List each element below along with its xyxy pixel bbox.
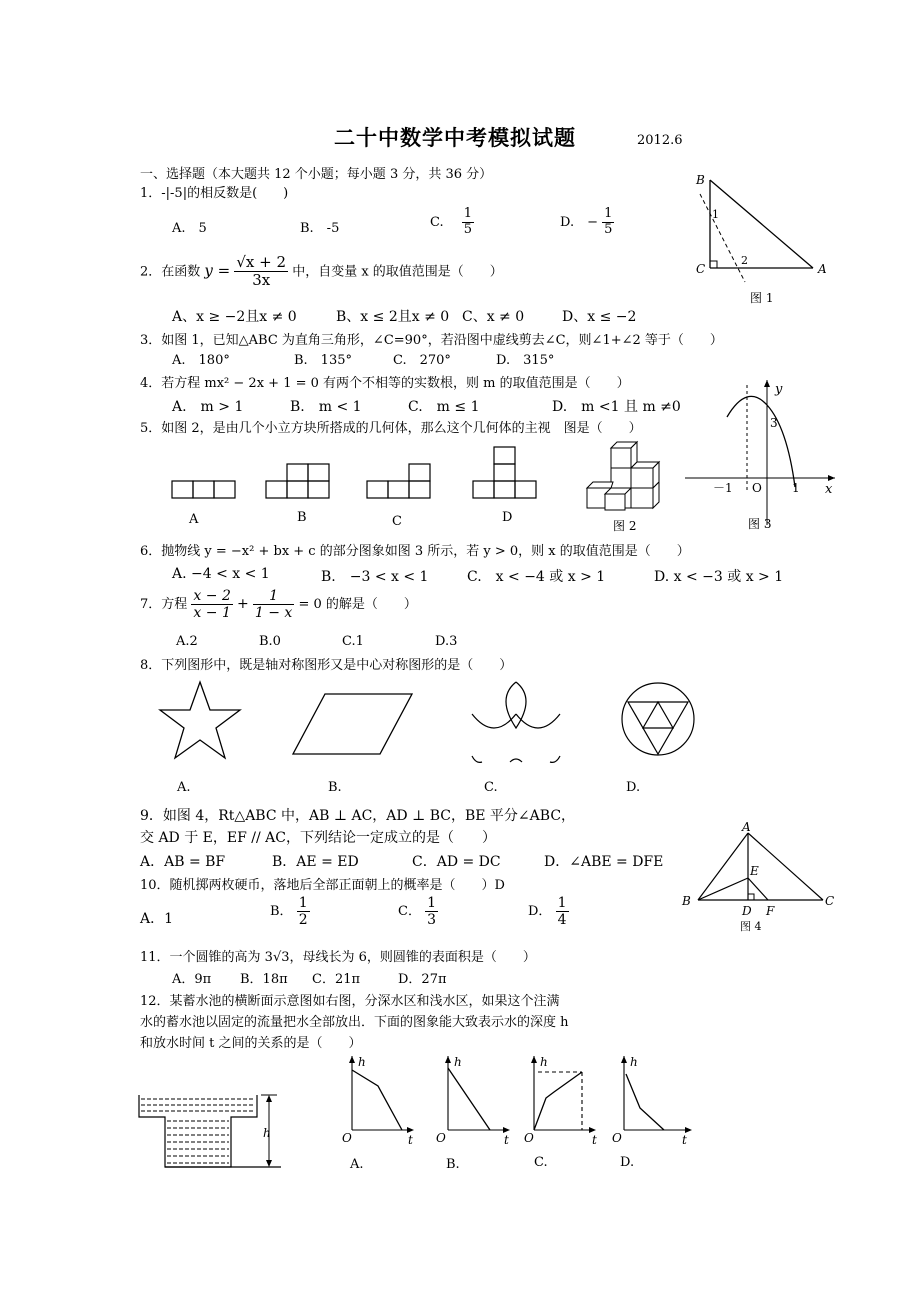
fig4-label-b: B xyxy=(682,894,691,908)
q2-option-d: D、x ≤ −2 xyxy=(562,309,637,325)
fig4-segment-ef xyxy=(748,878,768,900)
q10-option-b xyxy=(270,895,310,928)
q3-option-d: D. 315° xyxy=(496,353,555,368)
q8-label-c: C. xyxy=(484,780,498,795)
q12-c-h: h xyxy=(540,1055,548,1069)
fig1-label-a: A xyxy=(818,262,827,276)
q10-option-c xyxy=(398,895,438,928)
q12-c-t: t xyxy=(592,1133,597,1147)
fig2-caption: 图 2 xyxy=(613,519,637,533)
q8-label-d: D. xyxy=(626,780,641,795)
q1-option-a: A. 5 xyxy=(172,221,207,236)
q12-c-label: C. xyxy=(534,1155,548,1170)
q7-post: = 0 的解是（ ） xyxy=(298,597,417,613)
q12-pool-diagram xyxy=(135,1085,285,1175)
figure-2-cubes xyxy=(585,440,665,535)
fig4-label-a: A xyxy=(742,820,751,834)
fig4-label-d: D xyxy=(742,904,752,918)
fig1-angle-1: 1 xyxy=(712,208,719,221)
q10-c-frac xyxy=(425,895,438,928)
fig1-side-ab xyxy=(710,180,813,268)
q12-d-label: D. xyxy=(620,1155,635,1170)
fig4-label-c: C xyxy=(825,894,835,908)
q7-f2-num: 1 xyxy=(253,588,294,605)
q6-option-c: C. x < −4 或 x > 1 xyxy=(467,569,606,585)
q7-option-c: C.1 xyxy=(342,634,364,649)
q6-option-d: D. x < −3 或 x > 1 xyxy=(654,569,784,585)
q12-line1: 12．某蓄水池的横断面示意图如右图，分深水区和浅水区，如果这个注满 xyxy=(140,994,560,1009)
figure-4-triangle xyxy=(680,820,840,938)
fig3-y-arrow xyxy=(764,380,770,387)
q8-stem: 8．下列图形中，既是轴对称图形又是中心对称图形的是（ ） xyxy=(140,658,513,673)
q5-stem: 5．如图 2，是由几个小立方块所搭成的几何体，那么这个几何体的主视 图是（ ） xyxy=(140,421,642,436)
q12-graph-options xyxy=(330,1050,710,1175)
q1-option-b: B. -5 xyxy=(300,221,340,236)
q10-option-d xyxy=(528,895,569,928)
pool-label-h: h xyxy=(263,1126,271,1140)
q10-b-label: B． xyxy=(270,904,293,920)
q10-option-a: A．1 xyxy=(140,911,174,927)
q2-option-b: B、x ≤ 2且x ≠ 0 xyxy=(336,309,450,325)
q5-view-c xyxy=(367,464,430,498)
q7-plus: + xyxy=(237,596,249,613)
q8-star xyxy=(160,682,240,758)
q1-option-d-label: D. − xyxy=(560,214,598,230)
q10-c-den: 3 xyxy=(427,912,437,929)
fig4-label-f: F xyxy=(766,904,775,918)
q1-option-c xyxy=(430,207,474,238)
fig3-caption: 图 3 xyxy=(748,517,772,531)
q11-stem: 11．一个圆锥的高为 3√3，母线长为 6，则圆锥的表面积是（ ） xyxy=(140,950,536,965)
q3-option-a: A. 180° xyxy=(172,353,230,368)
q10-d-num: 1 xyxy=(557,895,567,911)
q2-frac xyxy=(234,254,288,290)
q5-view-b xyxy=(266,464,329,498)
q4-option-b: B. m < 1 xyxy=(290,399,362,415)
exam-date: 2012.6 xyxy=(637,133,683,148)
q10-d-den: 4 xyxy=(557,912,567,929)
section-heading: 一、选择题（本大题共 12 个小题；每小题 3 分，共 36 分） xyxy=(140,167,493,182)
q2-pre: 2．在函数 xyxy=(140,264,201,280)
q10-b-den: 2 xyxy=(298,912,308,929)
q5-label-d: D xyxy=(502,510,513,525)
fig1-right-angle xyxy=(710,261,717,268)
fig4-label-e: E xyxy=(750,864,759,878)
q7-f1-num: x − 2 xyxy=(193,588,231,604)
q12-a-label: A. xyxy=(350,1157,364,1172)
q12-b-label: B. xyxy=(446,1157,460,1172)
q10-d-label: D． xyxy=(528,904,552,920)
q9-line1: 9．如图 4，Rt△ABC 中，AB ⊥ AC，AD ⊥ BC，BE 平分∠ABC， xyxy=(140,808,576,824)
q7-f1-den: x − 1 xyxy=(193,605,231,622)
q1-option-d xyxy=(560,207,614,238)
q10-b-num: 1 xyxy=(298,895,308,911)
q4-option-d: D. m <1 且 m ≠0 xyxy=(552,399,681,415)
q2-stem xyxy=(140,254,503,290)
q1-d-den: 5 xyxy=(604,221,613,237)
q8-shape-options xyxy=(150,672,710,797)
fig3-label-1: 1 xyxy=(792,481,800,495)
q12-a-h: h xyxy=(358,1055,366,1069)
q7-option-a: A.2 xyxy=(176,634,198,649)
q10-b-frac xyxy=(297,895,310,928)
q1-c-num: 1 xyxy=(463,206,473,221)
q11-option-b: B．18π xyxy=(240,972,288,987)
q8-arcs xyxy=(472,682,560,762)
q2-num: √x + 2 xyxy=(236,253,287,271)
q12-b-t: t xyxy=(504,1133,509,1147)
fig4-caption: 图 4 xyxy=(740,920,762,933)
q1-option-d-frac xyxy=(602,207,614,238)
q7-option-d: D.3 xyxy=(435,634,458,649)
fig1-caption: 图 1 xyxy=(750,291,774,305)
figure-1-triangle xyxy=(690,170,840,310)
q4-option-a: A. m > 1 xyxy=(172,399,244,415)
q9-option-c: C．AD = DC xyxy=(412,854,501,870)
fig1-label-b: B xyxy=(696,173,705,187)
fig1-angle-2: 2 xyxy=(741,254,748,267)
q8-parallelogram xyxy=(293,694,412,754)
q1-c-den: 5 xyxy=(463,221,473,237)
fig3-label-neg1: －1 xyxy=(713,481,733,495)
q1-d-num: 1 xyxy=(604,206,613,221)
q1-stem: 1．-|-5|的相反数是( ) xyxy=(140,186,289,201)
q6-stem: 6．抛物线 y = −x² + bx + c 的部分图象如图 3 所示，若 y > 0，则 x 的取值范围是（ ） xyxy=(140,544,690,559)
q12-a-t: t xyxy=(408,1133,413,1147)
q5-label-a: A xyxy=(189,512,199,527)
q4-option-c: C. m ≤ 1 xyxy=(408,399,480,415)
q9-option-a: A．AB = BF xyxy=(140,854,226,870)
fig3-parabola-curve xyxy=(727,396,795,487)
q5-label-c: C xyxy=(392,514,402,529)
q12-d-h: h xyxy=(630,1055,638,1069)
figure-3-parabola xyxy=(685,375,845,535)
q7-frac-2 xyxy=(253,588,294,621)
q12-d-t: t xyxy=(682,1133,687,1147)
q3-stem: 3．如图 1，已知△ABC 为直角三角形，∠C=90°，若沿图中虚线剪去∠C，则∠1+∠2 等于（ ） xyxy=(140,333,723,348)
q12-a-o: O xyxy=(342,1131,352,1145)
fig3-x-arrow xyxy=(828,475,835,481)
q8-label-a: A. xyxy=(177,780,191,795)
q11-option-c: C．21π xyxy=(312,972,361,987)
q9-option-b: B．AE = ED xyxy=(272,854,359,870)
fig1-cut-line xyxy=(700,194,745,282)
q1-option-c-label: C. xyxy=(430,214,444,230)
q6-option-a: A. −4 < x < 1 xyxy=(172,566,270,582)
q2-option-c: C、x ≠ 0 xyxy=(462,309,525,325)
q3-option-c: C. 270° xyxy=(393,353,451,368)
fig4-side-ab xyxy=(698,833,748,900)
q7-option-b: B.0 xyxy=(259,634,281,649)
q9-line2: 交 AD 于 E，EF // AC，下列结论一定成立的是（ ） xyxy=(140,830,496,846)
q4-stem: 4．若方程 mx² − 2x + 1 = 0 有两个不相等的实数根，则 m 的取值范围是（ ） xyxy=(140,376,630,391)
fig3-label-y: y xyxy=(775,382,783,397)
q10-d-frac xyxy=(556,895,569,928)
q12-c-o: O xyxy=(524,1131,534,1145)
q2-option-a: A、x ≥ −2且x ≠ 0 xyxy=(172,309,297,325)
q5-view-d xyxy=(473,447,536,498)
fig4-right-angle xyxy=(748,894,754,900)
q2-eq: y = xyxy=(204,261,231,280)
q10-c-label: C． xyxy=(398,904,421,920)
q11-option-d: D．27π xyxy=(398,972,447,987)
q8-circle-triangles xyxy=(622,683,694,755)
q10-stem: 10．随机掷两枚硬币，落地后全部正面朝上的概率是（ ）D xyxy=(140,878,505,893)
q7-f2-den: 1 − x xyxy=(254,605,293,622)
fig3-label-o: O xyxy=(752,481,762,495)
page-title: 二十中数学中考模拟试题 xyxy=(334,125,576,150)
fig3-label-3: 3 xyxy=(770,416,778,430)
q12-b-h: h xyxy=(454,1055,462,1069)
pool-water-lines xyxy=(141,1099,255,1163)
q5-view-options xyxy=(160,455,560,535)
q5-view-a xyxy=(172,481,235,498)
q6-option-b: B. −3 < x < 1 xyxy=(321,569,429,585)
q10-c-num: 1 xyxy=(427,895,437,911)
q7-frac-1 xyxy=(191,588,232,621)
q2-post: 中，自变量 x 的取值范围是（ ） xyxy=(292,264,503,280)
q12-line3: 和放水时间 t 之间的关系的是（ ） xyxy=(140,1036,362,1051)
q11-option-a: A．9π xyxy=(172,972,212,987)
fig3-label-x: x xyxy=(825,482,833,497)
q8-label-b: B. xyxy=(328,780,342,795)
q12-b-o: O xyxy=(436,1131,446,1145)
q12-d-o: O xyxy=(612,1131,622,1145)
q5-label-b: B xyxy=(297,510,307,525)
q1-option-c-frac xyxy=(462,207,474,238)
q7-stem xyxy=(140,588,417,621)
q9-option-d: D．∠ABE = DFE xyxy=(544,854,664,870)
q7-pre: 7．方程 xyxy=(140,597,188,613)
q2-den: 3x xyxy=(252,271,271,290)
q3-option-b: B. 135° xyxy=(294,353,352,368)
fig1-label-c: C xyxy=(696,262,706,276)
q12-line2: 水的蓄水池以固定的流量把水全部放出．下面的图象能大致表示水的深度 h xyxy=(140,1015,569,1030)
